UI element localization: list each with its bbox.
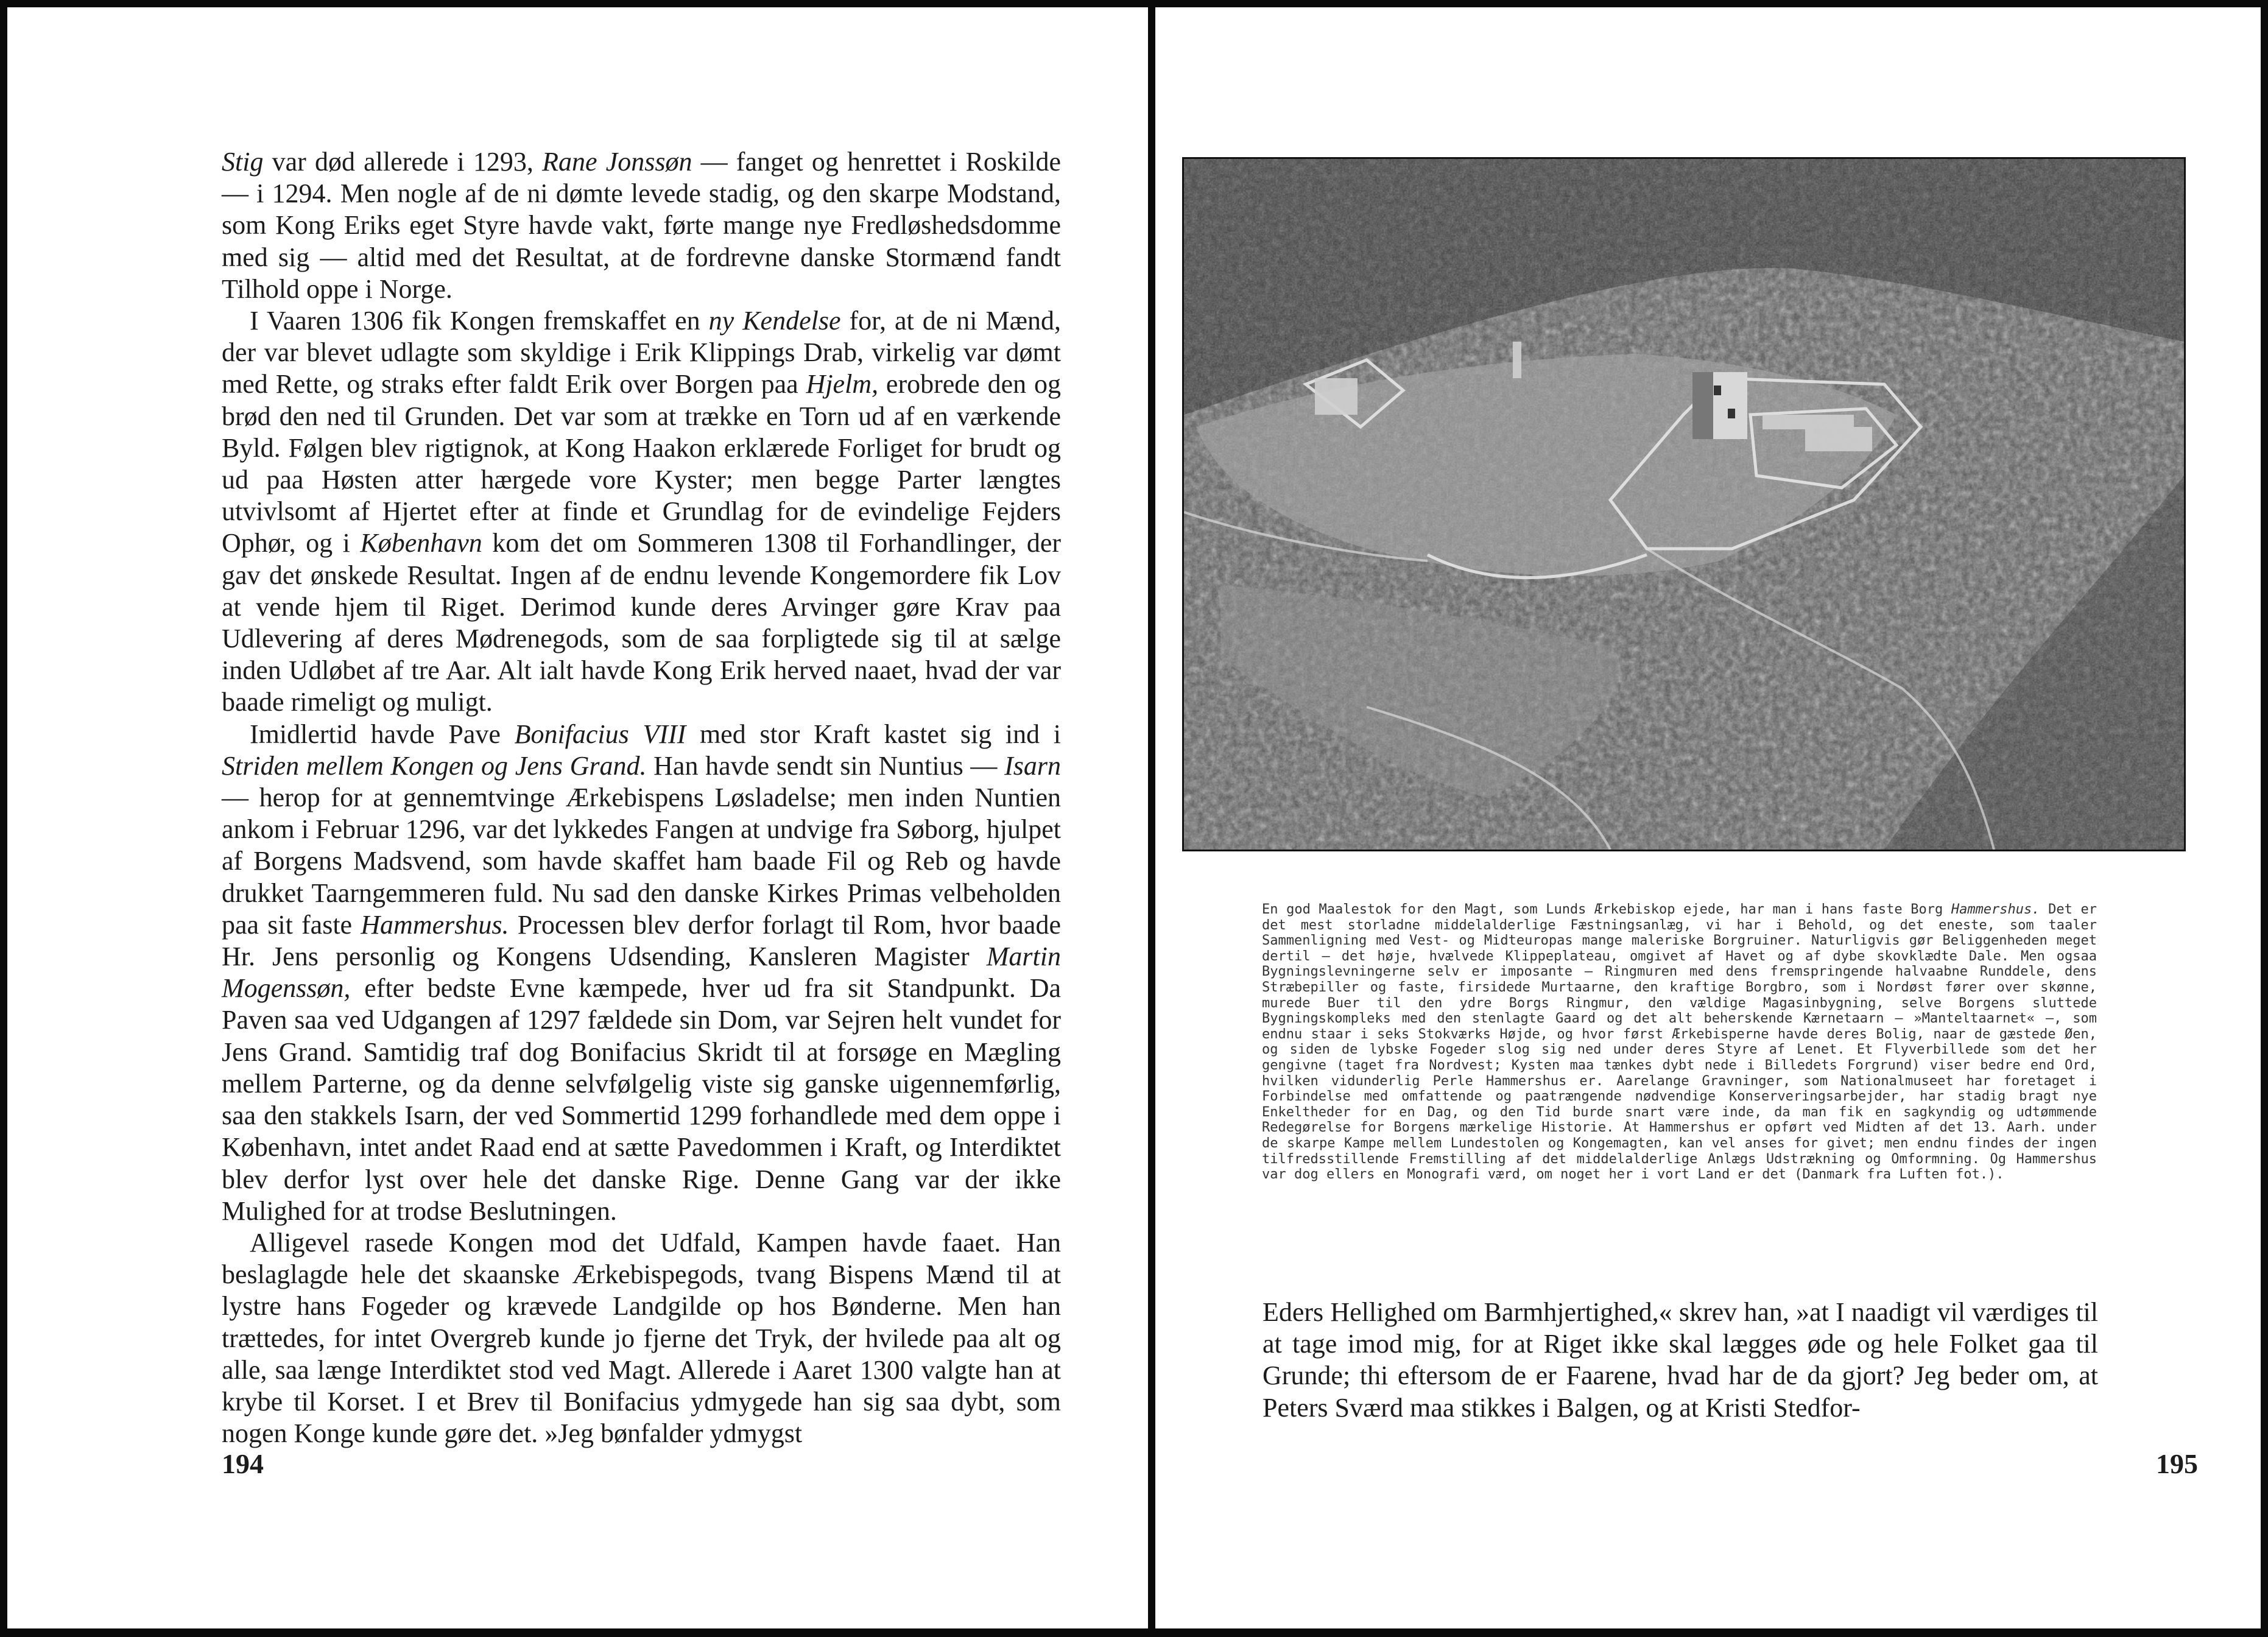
- aerial-photo-image: [1184, 159, 2184, 850]
- text-run: Alligevel rasede Kongen mod det Udfald, Kampen havde faaet. Han beslaglagde hele det skaanske Ærkebispegods, tvang Bispens Mænd til at lystre hans Fogeder og krævede Landgilde op hos Bønderne. Men han trættedes, for intet Overgreb kunde jo fjerne det Tryk, der hvilede paa alt og alle, saa længe Interdiktet stod ved Magt. Allerede i Aaret 1300 valgte han at krybe til Korset. I et Brev til Bonifacius ydmygede han sig saa dybt, som nogen Konge kunde gøre det. »Jeg bønfalder ydmygst: [222, 1227, 1061, 1449]
- italic-text-run: København: [360, 528, 482, 558]
- body-paragraph: [222, 305, 1061, 719]
- italic-text-run: Bonifacius VIII: [514, 719, 686, 749]
- text-run: kom det om Sommeren 1308 til Forhandlinger, der gav det ønskede Resultat. Ingen af de endnu levende Kongemordere fik Lov at vende hjem til Riget. Derimod kunde deres Arvinger gøre Krav paa Udlevering af deres Mødrenegods, som de saa forpligtede sig til at sælge inden Udløbet af tre Aar. Alt ialt havde Kong Erik herved naaet, hvad der var baade rimeligt og muligt.: [222, 528, 1061, 717]
- text-run: efter bedste Evne kæmpede, hver ud fra sit Standpunkt. Da Paven saa ved Udgangen af 1297 fældede sin Dom, var Sejren helt vundet for Jens Grand. Samtidig traf dog Bonifacius Skridt til at forsøge en Mægling mellem Parterne, og da denne selvfølgelig viste sig ganske uigennemførlig, saa den stakkels Isarn, der ved Sommertid 1299 forhandlede med dem oppe i København, intet andet Raad end at sætte Pavedommen i Kraft, og Interdiktet blev derfor lyst over hele det danske Rige. Denne Gang var der ikke Mulighed for at trodse Beslutningen.: [222, 973, 1061, 1226]
- body-paragraph: [1263, 1297, 2098, 1424]
- text-run: Eders Hellighed om Barmhjertighed,« skrev han, »at I naadigt vil værdiges til at tage imod mig, for at Riget ikke skal lægges øde og hele Folket gaa til Grunde; thi eftersom de er Faarene, hvad har de da gjort? Jeg beder om, at Peters Sværd maa stikkes i Balgen, og at Kristi Stedfor-: [1263, 1297, 2098, 1423]
- italic-text-run: Stig: [222, 147, 264, 177]
- text-run: I Vaaren 1306 fik Kongen fremskaffet en: [250, 306, 709, 336]
- text-run: Imidlertid havde Pave: [250, 719, 515, 749]
- italic-text-run: Striden mellem Kongen og Jens Grand.: [222, 750, 647, 781]
- manteltaarnet-tower: [1692, 372, 1747, 439]
- text-run: Processen blev derfor forlagt til Rom, hvor baade Hr. Jens personlig og Kongens Udsending, Kansleren Magister: [222, 909, 1061, 972]
- text-run: for, at de ni Mænd, der var blevet udlagte som skyldige i Erik Klippings Drab, virkelig var dømt med Rette, og straks efter faldt Erik over Borgen paa: [222, 306, 1061, 400]
- italic-text-run: Hammershus.: [1951, 902, 2040, 917]
- italic-text-run: Hjelm,: [806, 369, 879, 400]
- text-run: Det er det mest storladne middelalderlige Fæstningsanlæg, vi har i Behold, og det eneste, som taaler Sammenligning med Vest- og Midteuropas mange maleriske Borgruiner. Naturligvis gør Beliggenheden meget dertil — det høje, hvælvede Klippeplateau, omgivet af Havet og af dybe skovklædte Dale. Men ogsaa Bygningslevningerne selv er imposante — Ringmuren med dens fremspringende halvaabne Runddele, dens Stræbepiller og faste, firsidede Murtaarne, den kraftige Borgbro, som i Nordøst fører over skønne, murede Buer til den ydre Borgs Ringmur, den vældige Magasinbygning, selve Borgens sluttede Bygningskompleks med den stenlagte Gaard og det alt beherskende Kærnetaarn — »Manteltaarnet« —, som endnu staar i seks Stokværks Højde, og hvor først Ærkebisperne havde deres Bolig, naar de gæstede Øen, og siden de lybske Fogeder slog sig ned under deres Styre af Lenet. Et Flyverbillede som det her gengivne (taget fra Nordvest; Kysten maa tænkes dybt nede i Billedets Forgrund) viser bedre end Ord, hvilken vidunderlig Perle Hammershus er. Aarelange Gravninger, som Nationalmuseet har foretaget i Forbindelse med omfattende og paatrængende nødvendige Konserveringsarbejder, har stadig bragt nye Enkeltheder for en Dag, og den Tid burde snart være inde, da man fik en sagkyndig og udtømmende Redegørelse for Borgens mærkelige Historie. At Hammershus er opført ved Midten af det 13. Aarh. under de skarpe Kampe mellem Lundestolen og Kongemagten, kan vel anses for givet; men endnu findes der ingen tilfredsstillende Fremstilling af det middelalderlige Anlægs Udstrækning og Omformning. Og Hammershus var dog ellers en Monografi værd, om noget her i vort Land er det (Danmark fra Luften fot.).: [1262, 902, 2097, 1183]
- left-page: [7, 7, 1148, 1628]
- book-gutter: [1148, 0, 1155, 1637]
- text-run: erobrede den og brød den ned til Grunden. Det var som at trække en Torn ud af en værkende Byld. Følgen blev rigtignok, at Kong Haakon erklærede Forliget for brudt og ud paa Høsten atter hærgede vore Kyster; men begge Parter længtes utvivlsomt af Hjertet efter at finde et Grundlag for de evindelige Fejders Ophør, og i: [222, 369, 1061, 558]
- italic-text-run: Martin Mogenssøn,: [222, 942, 1061, 1004]
- text-run: — herop for at gennemtvinge Ærkebispens Løsladelse; men inden Nuntien ankom i Februar 1296, var det lykkedes Fangen at undvige fra Søborg, hjulpet af Borgens Madsvend, som havde skaffet ham baade Fil og Reb og havde drukket Taarngemmeren fuld. Nu sad den danske Kirkes Primas velbeholden paa sit faste: [222, 783, 1061, 940]
- right-body-text: [1263, 1297, 2098, 1431]
- body-paragraph: [222, 146, 1061, 305]
- page-number-right: 195: [2156, 1448, 2198, 1479]
- italic-text-run: Isarn: [1004, 750, 1061, 781]
- text-run: Han havde sendt sin Nuntius —: [646, 750, 1005, 781]
- hammershus-aerial-photo: [1182, 157, 2186, 851]
- text-run: med stor Kraft kastet sig ind i: [686, 719, 1061, 749]
- text-run: var død allerede i 1293,: [263, 147, 543, 177]
- italic-text-run: Rane Jonssøn: [542, 147, 692, 177]
- left-body-text: [222, 146, 1062, 1449]
- right-page: [1155, 7, 2261, 1628]
- photo-caption: [1262, 902, 2097, 1183]
- caption-paragraph: [1262, 902, 2097, 1183]
- body-paragraph: [222, 1227, 1061, 1449]
- page-number-left: 194: [222, 1448, 264, 1479]
- italic-text-run: Hammershus.: [361, 909, 509, 940]
- text-run: — fanget og henrettet i Roskilde — i 1294. Men nogle af de ni dømte levede stadig, og den skarpe Modstand, som Kong Eriks eget Styre havde vakt, førte mange nye Fredløshedsdomme med sig — altid med det Resultat, at de fordrevne danske Stormænd fandt Tilhold oppe i Norge.: [222, 147, 1062, 304]
- italic-text-run: ny Kendelse: [708, 306, 841, 336]
- text-run: En god Maalestok for den Magt, som Lunds Ærkebiskop ejede, har man i hans faste Borg: [1262, 902, 1951, 917]
- body-paragraph: [222, 719, 1061, 1227]
